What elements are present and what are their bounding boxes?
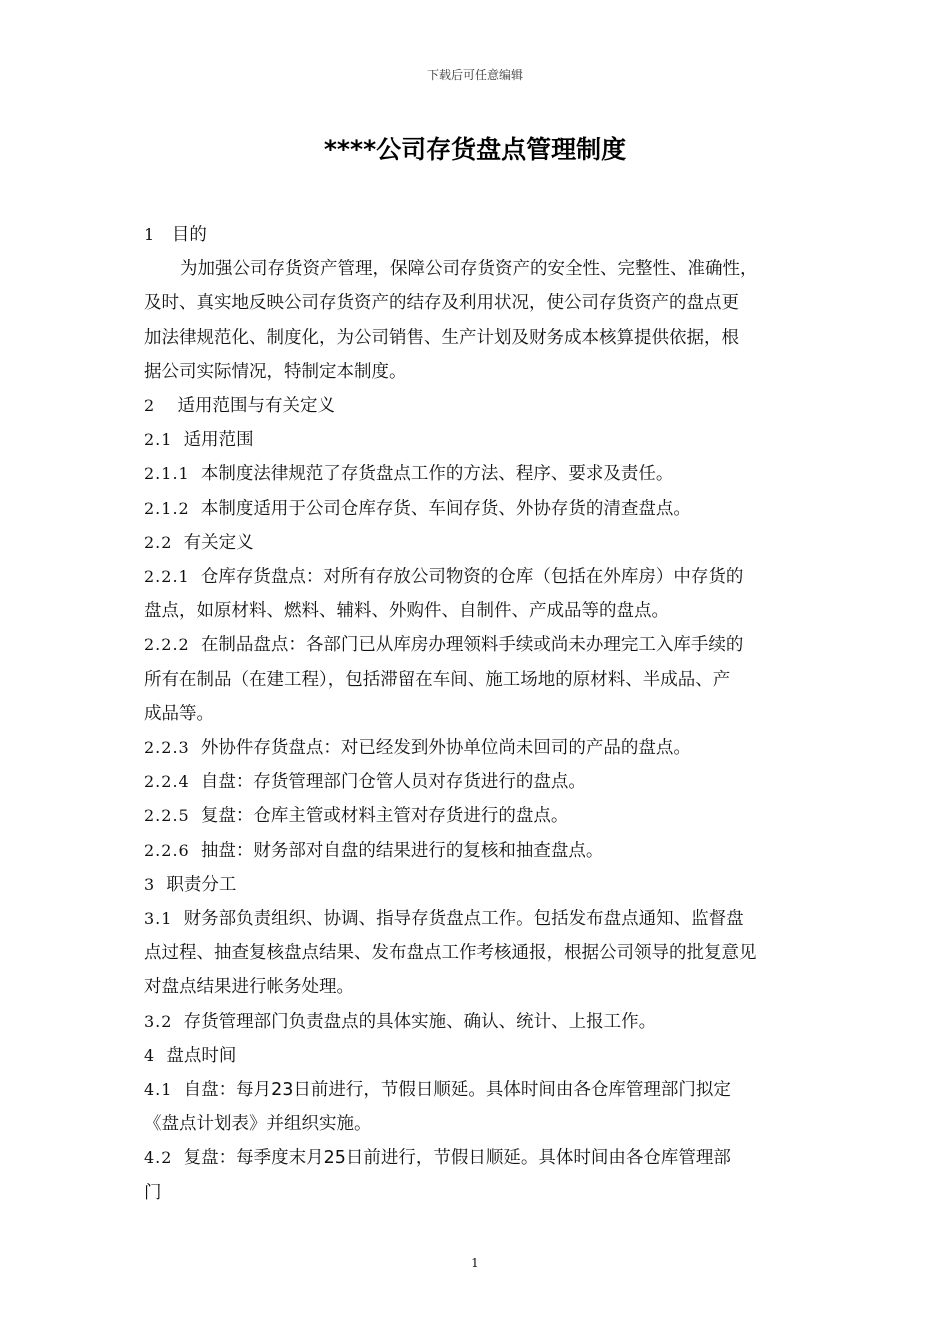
line-text: 适用范围 xyxy=(183,430,254,451)
section-number: 2.1.1 xyxy=(144,464,190,484)
line-text: 成品等。 xyxy=(144,703,214,724)
body-line xyxy=(144,697,812,731)
body-line xyxy=(144,1107,812,1141)
line-text: 自盘：存货管理部门仓管人员对存货进行的盘点。 xyxy=(200,772,586,793)
number-gap xyxy=(190,567,201,587)
section-number: 3.1 xyxy=(144,909,173,929)
line-text: 有关定义 xyxy=(183,532,254,553)
number-gap xyxy=(172,1080,183,1100)
body-line xyxy=(144,1176,812,1210)
section-number: 2.2.1 xyxy=(144,567,190,587)
document-body xyxy=(144,218,812,1210)
line-text: 财务部负责组织、协调、指导存货盘点工作。包括发布盘点通知、监督盘 xyxy=(183,909,744,930)
line-text: 本制度法律规范了存货盘点工作的方法、程序、要求及责任。 xyxy=(200,464,674,485)
number-gap xyxy=(172,1012,183,1032)
number-gap xyxy=(155,1046,166,1066)
number-gap xyxy=(190,499,201,519)
body-line xyxy=(144,799,812,833)
line-text: 盘点时间 xyxy=(166,1045,237,1066)
body-line xyxy=(144,731,812,765)
body-line xyxy=(144,355,812,389)
number-gap xyxy=(172,533,183,553)
line-text: 复盘：仓库主管或材料主管对存货进行的盘点。 xyxy=(200,806,569,827)
body-line xyxy=(144,286,812,320)
number-gap xyxy=(190,806,201,826)
number-gap xyxy=(190,841,201,861)
number-gap xyxy=(190,464,201,484)
number-gap xyxy=(190,635,201,655)
body-line xyxy=(144,868,812,902)
body-line xyxy=(144,252,812,286)
number-gap xyxy=(172,1148,183,1168)
body-line xyxy=(144,218,812,252)
body-line xyxy=(144,1141,812,1175)
line-text: 本制度适用于公司仓库存货、车间存货、外协存货的清查盘点。 xyxy=(200,498,691,519)
line-text: 自盘：每月23日前进行，节假日顺延。具体时间由各仓库管理部门拟定 xyxy=(183,1080,731,1101)
body-line xyxy=(144,663,812,697)
page-number: 1 xyxy=(471,1256,479,1270)
body-line xyxy=(144,526,812,560)
number-gap xyxy=(190,772,201,792)
line-text: 仓库存货盘点：对所有存放公司物资的仓库（包括在外库房）中存货的 xyxy=(200,567,744,588)
section-number: 2.2.2 xyxy=(144,635,190,655)
body-line xyxy=(144,321,812,355)
section-number: 4.1 xyxy=(144,1080,173,1100)
section-number: 3.2 xyxy=(144,1011,173,1031)
line-text: 盘点，如原材料、燃料、辅料、外购件、自制件、产成品等的盘点。 xyxy=(144,601,669,622)
section-number: 2.2 xyxy=(144,532,173,552)
section-number: 2.1.2 xyxy=(144,498,190,518)
number-gap xyxy=(172,909,183,929)
body-line xyxy=(144,834,812,868)
body-line xyxy=(144,1039,812,1073)
line-text: 门 xyxy=(144,1182,162,1203)
line-text: 据公司实际情况，特制定本制度。 xyxy=(144,361,407,382)
document-title: ****公司存货盘点管理制度 xyxy=(323,135,627,164)
line-text: 适用范围与有关定义 xyxy=(177,396,335,417)
body-line xyxy=(144,492,812,526)
number-gap xyxy=(155,875,166,895)
line-text: 目的 xyxy=(171,225,207,245)
line-text: 复盘：每季度末月25日前进行，节假日顺延。具体时间由各仓库管理部 xyxy=(183,1148,731,1169)
line-text: 职责分工 xyxy=(166,874,237,895)
section-number: 4 xyxy=(144,1045,156,1065)
number-gap xyxy=(190,738,201,758)
body-line xyxy=(144,628,812,662)
section-number: 3 xyxy=(144,874,156,894)
section-number: 2.2.5 xyxy=(144,806,190,826)
body-line xyxy=(144,970,812,1004)
number-gap xyxy=(155,396,177,416)
body-line xyxy=(144,389,812,423)
body-line xyxy=(144,902,812,936)
line-text: 在制品盘点：各部门已从库房办理领料手续或尚未办理完工入库手续的 xyxy=(200,635,744,656)
body-line xyxy=(144,1005,812,1039)
body-line xyxy=(144,594,812,628)
header-note: 下载后可任意编辑 xyxy=(426,68,523,82)
line-text: 所有在制品（在建工程），包括滞留在车间、施工场地的原材料、半成品、产 xyxy=(144,669,731,690)
section-number: 2 xyxy=(144,396,156,416)
body-line xyxy=(144,936,812,970)
line-text: 存货管理部门负责盘点的具体实施、确认、统计、上报工作。 xyxy=(183,1011,657,1032)
section-number: 2.2.3 xyxy=(144,738,190,758)
line-text: 外协件存货盘点：对已经发到外协单位尚未回司的产品的盘点。 xyxy=(200,738,691,759)
body-line xyxy=(144,1073,812,1107)
body-line xyxy=(144,560,812,594)
body-line xyxy=(144,457,812,491)
section-number: 2.2.4 xyxy=(144,772,190,792)
section-number: 2.1 xyxy=(144,430,173,450)
line-text: 及时、真实地反映公司存货资产的结存及利用状况，使公司存货资产的盘点更 xyxy=(144,293,739,314)
line-text: 对盘点结果进行帐务处理。 xyxy=(144,977,354,998)
body-line xyxy=(144,765,812,799)
line-text: 《盘点计划表》并组织实施。 xyxy=(144,1114,372,1135)
section-number: 2.2.6 xyxy=(144,840,190,860)
number-gap xyxy=(172,430,183,450)
line-text: 为加强公司存货资产管理，保障公司存货资产的安全性、完整性、准确性， xyxy=(180,259,758,280)
section-number: 1 xyxy=(144,225,156,244)
section-number: 4.2 xyxy=(144,1148,173,1168)
body-line xyxy=(144,423,812,457)
line-text: 加法律规范化、制度化，为公司销售、生产计划及财务成本核算提供依据，根 xyxy=(144,327,739,348)
number-gap xyxy=(155,225,172,245)
line-text: 点过程、抽查复核盘点结果、发布盘点工作考核通报，根据公司领导的批复意见 xyxy=(144,943,757,964)
line-text: 抽盘：财务部对自盘的结果进行的复核和抽查盘点。 xyxy=(200,840,604,861)
